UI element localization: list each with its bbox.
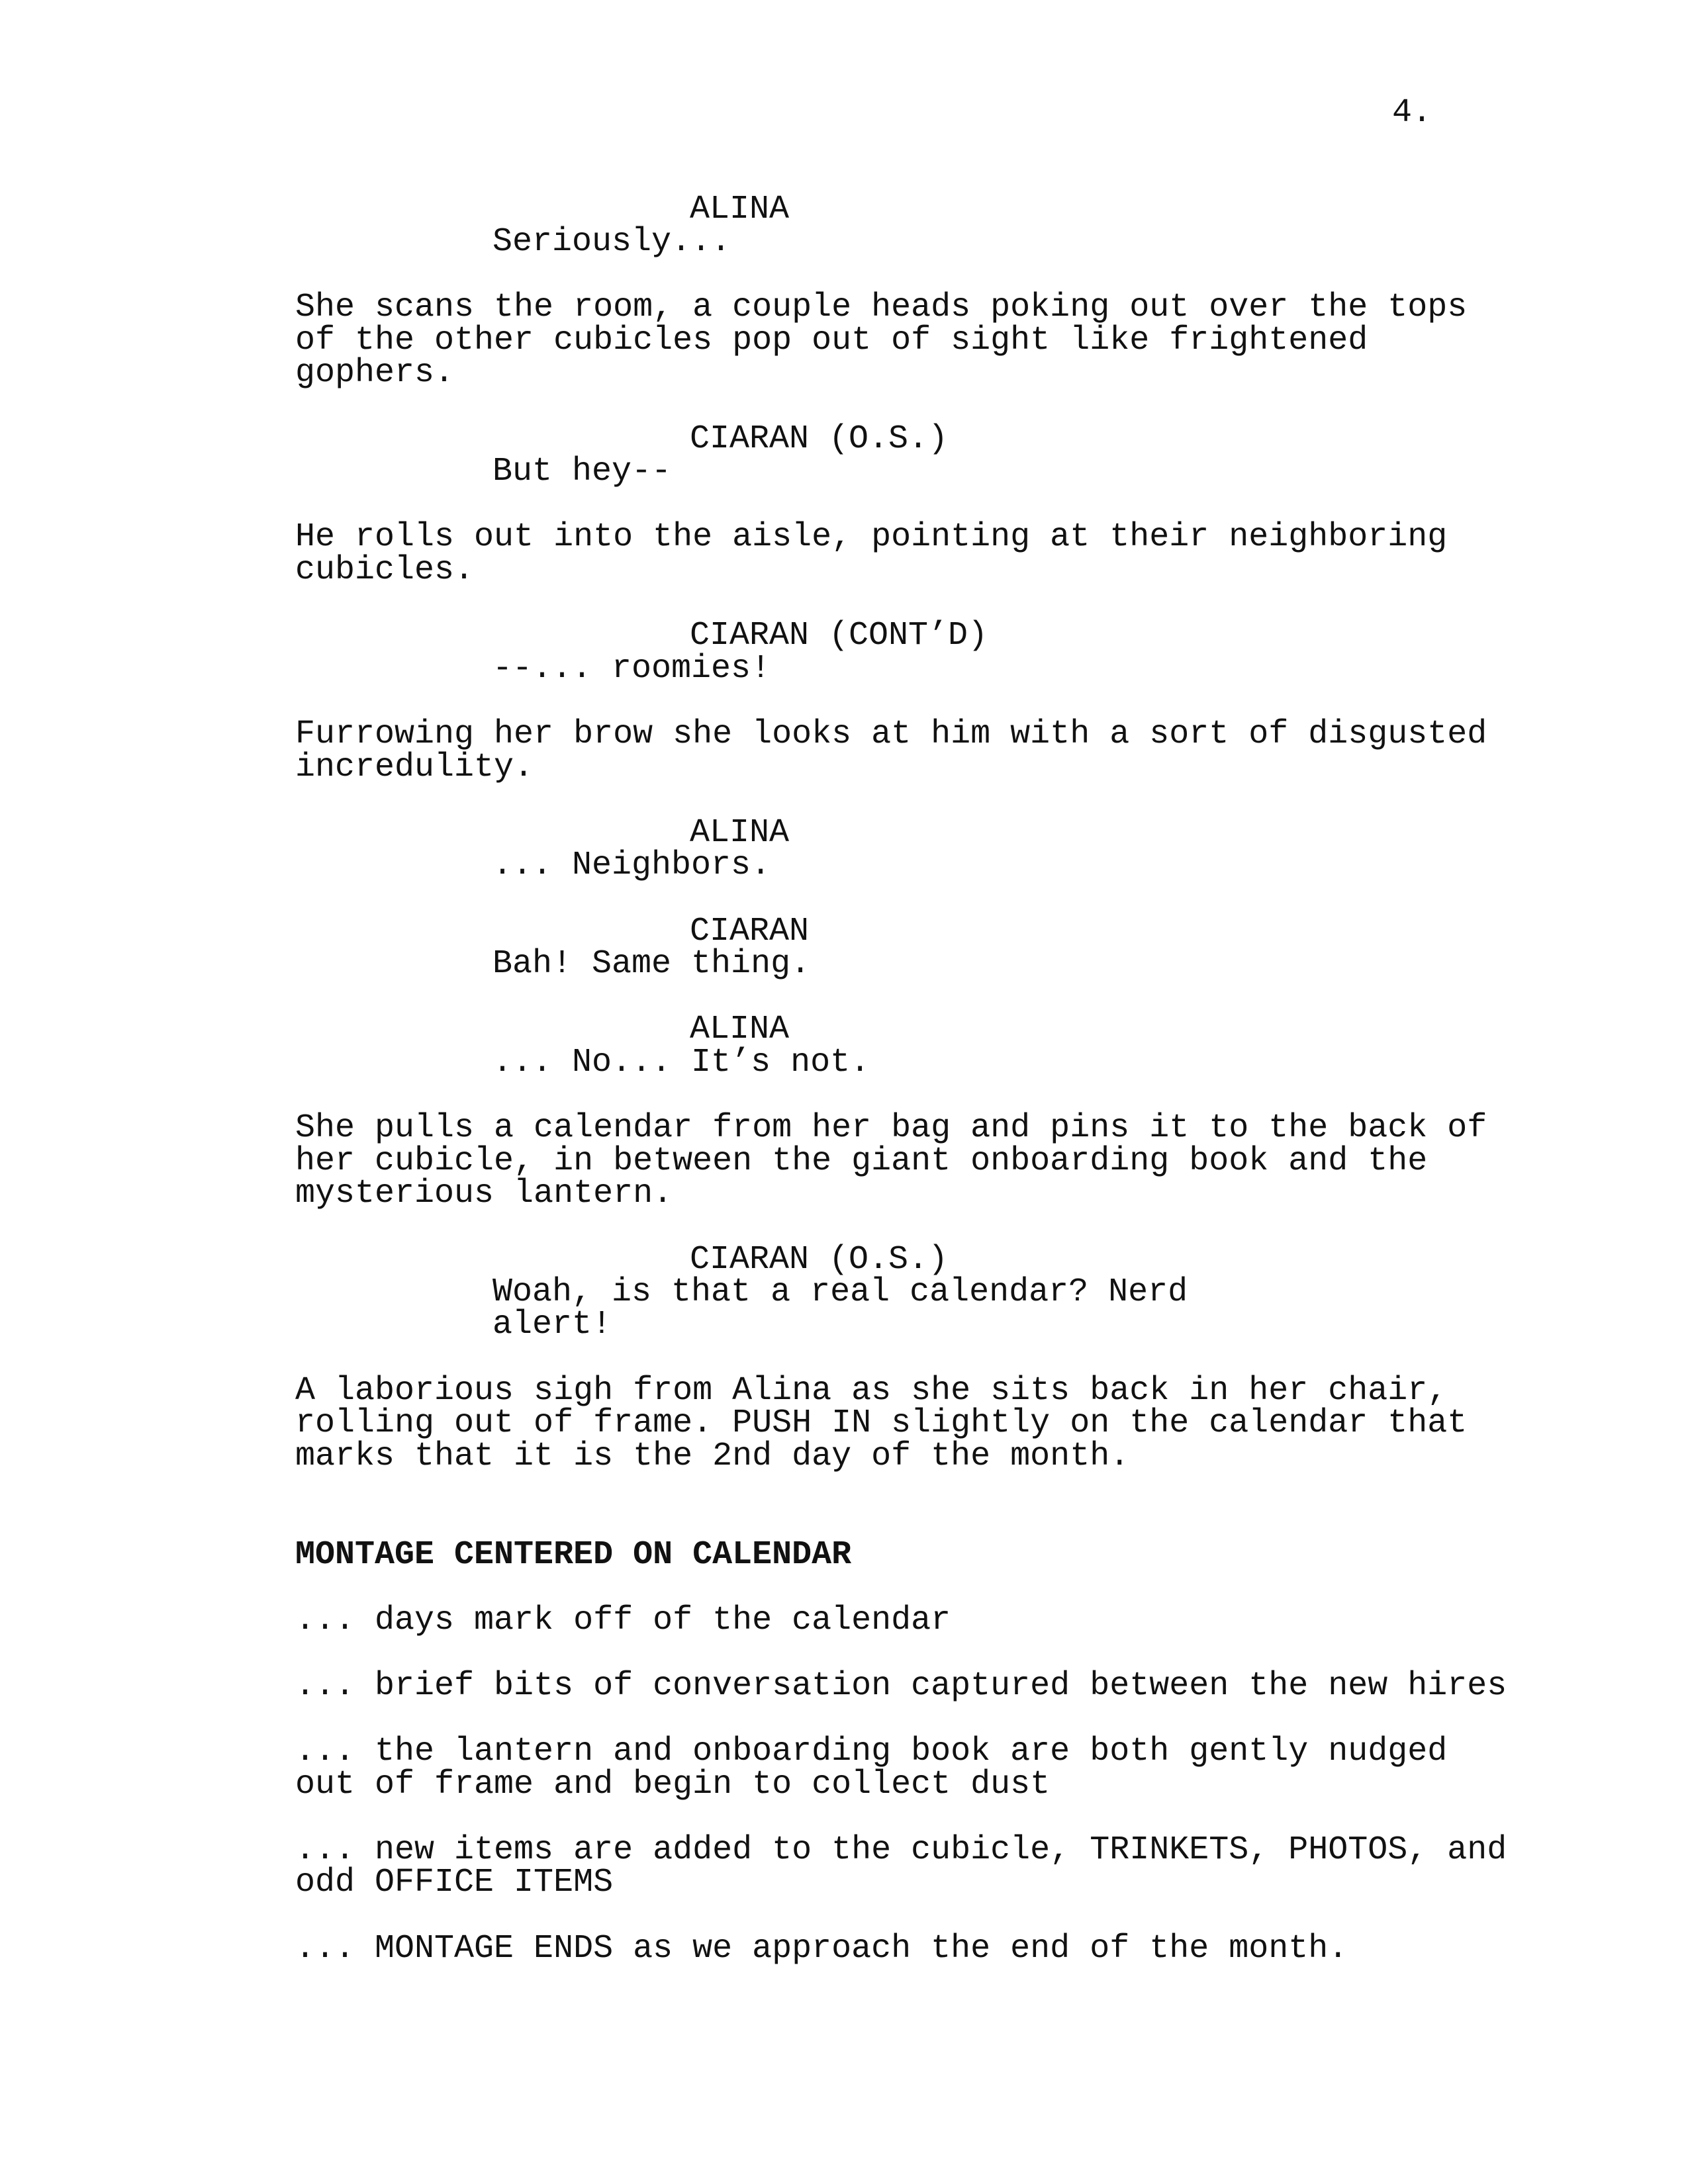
action-line: She scans the room, a couple heads poking out over the tops: [295, 289, 1468, 326]
character-cue: [690, 619, 988, 653]
montage-heading: MONTAGE CENTERED ON CALENDAR: [295, 1536, 852, 1574]
character-cue: CIARAN (O.S.): [690, 420, 949, 458]
dialogue-line: Seriously...: [492, 223, 731, 261]
character-cue: ALINA: [690, 814, 790, 852]
action-line: her cubicle, in between the giant onboarding book and the: [295, 1142, 1428, 1180]
action-line: marks that it is the 2nd day of the month.: [295, 1437, 1130, 1475]
character-name: CIARAN: [690, 617, 810, 655]
character-cue: ALINA: [690, 1011, 790, 1048]
character-cue: CIARAN: [690, 913, 810, 950]
action-line: rolling out of frame. PUSH IN slightly on the calendar that: [295, 1404, 1468, 1442]
montage-item: ... new items are added to the cubicle, TRINKETS, PHOTOS, and: [295, 1831, 1507, 1869]
action-line: incredulity.: [295, 749, 534, 786]
dialogue-line: Bah! Same thing.: [492, 945, 811, 983]
montage-item: odd OFFICE ITEMS: [295, 1864, 614, 1901]
character-cue: ALINA: [690, 191, 790, 228]
dialogue-line: But hey--: [492, 453, 672, 490]
action-line: mysterious lantern.: [295, 1175, 673, 1212]
montage-item: ... days mark off of the calendar: [295, 1602, 951, 1639]
montage-item: out of frame and begin to collect dust: [295, 1766, 1051, 1803]
action-line: cubicles.: [295, 551, 475, 589]
action-line: Furrowing her brow she looks at him with a sort of disgusted: [295, 715, 1487, 753]
character-extension: (CONT’D): [829, 617, 988, 655]
dialogue-line: alert!: [492, 1306, 612, 1343]
action-line: He rolls out into the aisle, pointing at their neighboring: [295, 518, 1448, 556]
action-line: A laborious sigh from Alina as she sits back in her chair,: [295, 1372, 1448, 1410]
montage-item: ... brief bits of conversation captured between the new hires: [295, 1667, 1507, 1705]
action-line: of the other cubicles pop out of sight like frightened: [295, 322, 1368, 359]
dialogue-line: Woah, is that a real calendar? Nerd: [492, 1273, 1188, 1311]
dialogue-line: ... No... It’s not.: [492, 1044, 870, 1081]
character-cue: CIARAN (O.S.): [690, 1241, 949, 1279]
action-line: gophers.: [295, 354, 455, 392]
dialogue-line: ... Neighbors.: [492, 846, 771, 884]
dialogue-line: --... roomies!: [492, 650, 771, 688]
action-line: She pulls a calendar from her bag and pins it to the back of: [295, 1109, 1487, 1147]
page-number: 4.: [1392, 94, 1432, 132]
montage-item: ... MONTAGE ENDS as we approach the end of the month.: [295, 1930, 1348, 1968]
montage-item: ... the lantern and onboarding book are both gently nudged: [295, 1733, 1448, 1770]
